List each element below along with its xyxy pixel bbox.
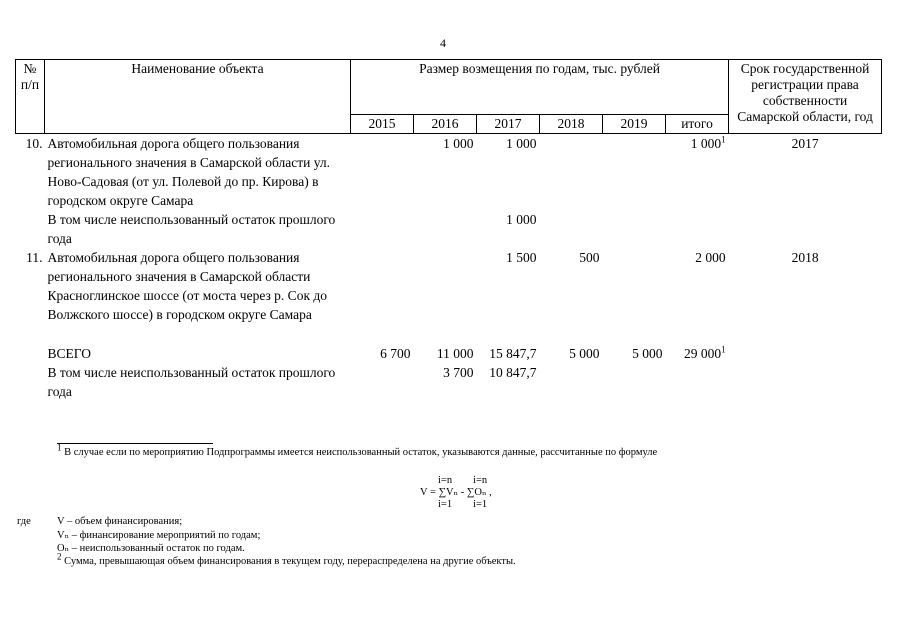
amount-cell: 2 000: [695, 250, 726, 265]
table-row: [16, 134, 882, 211]
amount-cell: [666, 210, 729, 248]
table-row: [16, 324, 882, 363]
table-row: [16, 248, 882, 324]
object-name: В том числе неиспользованный остаток прошлого года: [47, 365, 336, 399]
registration-year: 2018: [791, 250, 819, 265]
year-header: 2015: [351, 115, 414, 134]
amount-cell: 500: [579, 250, 600, 265]
amount-cell: 1 000: [506, 212, 537, 227]
definition-vn: Vₙ – финансирование мероприятий по годам;: [57, 530, 261, 541]
amount-cell: [414, 210, 477, 248]
amount-cell: [603, 363, 666, 401]
amount-cell: [603, 248, 666, 324]
compensation-table: [15, 59, 882, 401]
col-amount-header: Размер возмещения по годам, тыс. рублей: [351, 60, 729, 115]
amount-cell: 5 000: [632, 346, 663, 361]
registration-year: [729, 210, 882, 248]
definition-on: Oₙ – неиспользованный остаток по годам.: [57, 543, 245, 554]
amount-cell: [414, 248, 477, 324]
footnote-1: $^1$ В случае если по мероприятию Подпрограммы имеется неиспользованный остаток, указываются данные, рассчитанные по формуле: [57, 442, 658, 458]
registration-year: [729, 363, 882, 401]
registration-year: 2017: [791, 136, 819, 151]
year-header: итого: [666, 115, 729, 134]
footnote-separator: [57, 443, 213, 444]
amount-cell: [540, 363, 603, 401]
row-number: 10.: [25, 136, 43, 151]
table-row: [16, 363, 882, 401]
formula: i=n i=n V = ∑Vₙ - ∑Oₙ , i=1 i=1: [420, 475, 492, 510]
amount-cell: 15 847,7: [489, 346, 537, 361]
amount-cell: [351, 363, 414, 401]
row-number: 11.: [26, 250, 43, 265]
amount-cell: 1 000: [506, 136, 537, 151]
object-name: В том числе неиспользованный остаток прошлого года: [47, 212, 336, 246]
amount-cell: [540, 134, 603, 211]
definition-v: V – объем финансирования;: [57, 516, 183, 527]
object-name: Автомобильная дорога общего пользования регионального значения в Самарской области ул. Ново-Садовая (от ул. Полевой до пр. Кирова) в городском округе Самара: [47, 136, 331, 208]
col-name-header: Наименование объекта: [45, 60, 351, 134]
amount-cell: 1 500: [506, 250, 537, 265]
amount-cell: 1 $000^1$: [690, 134, 726, 151]
registration-year: [729, 324, 882, 363]
amount-cell: 6 700: [380, 346, 411, 361]
col-term-header: Срок государственной регистрации права собственности Самарской области, год: [729, 60, 882, 134]
row-number: [16, 363, 45, 401]
year-header: 2019: [603, 115, 666, 134]
where-label: где: [17, 516, 31, 527]
amount-cell: [603, 134, 666, 211]
amount-cell: 10 847,7: [489, 365, 537, 380]
year-header: 2018: [540, 115, 603, 134]
amount-cell: [351, 210, 414, 248]
amount-cell: [351, 248, 414, 324]
amount-cell: [351, 134, 414, 211]
year-header: 2017: [477, 115, 540, 134]
page-number: 4: [440, 36, 446, 50]
row-number: [16, 324, 45, 363]
table-row: [16, 210, 882, 248]
amount-cell: 11 000: [436, 346, 474, 361]
object-name: ВСЕГО: [47, 346, 91, 361]
year-header: 2016: [414, 115, 477, 134]
row-number: [16, 210, 45, 248]
amount-cell: 3 700: [443, 365, 474, 380]
amount-cell: 5 000: [569, 346, 600, 361]
amount-cell: [666, 363, 729, 401]
object-name: Автомобильная дорога общего пользования регионального значения в Самарской области Красноглинское шоссе (от моста через р. Сок до Волжского шоссе) в городском округе Самара: [47, 250, 327, 322]
amount-cell: 1 000: [443, 136, 474, 151]
amount-cell: [540, 210, 603, 248]
footnote-2: $^2$ Сумма, превышающая объем финансирования в текущем году, перераспределена на другие объекты.: [57, 551, 516, 567]
amount-cell: [603, 210, 666, 248]
col-num-header: № п/п: [16, 60, 45, 134]
amount-cell: 29 $000^1$: [683, 344, 726, 361]
